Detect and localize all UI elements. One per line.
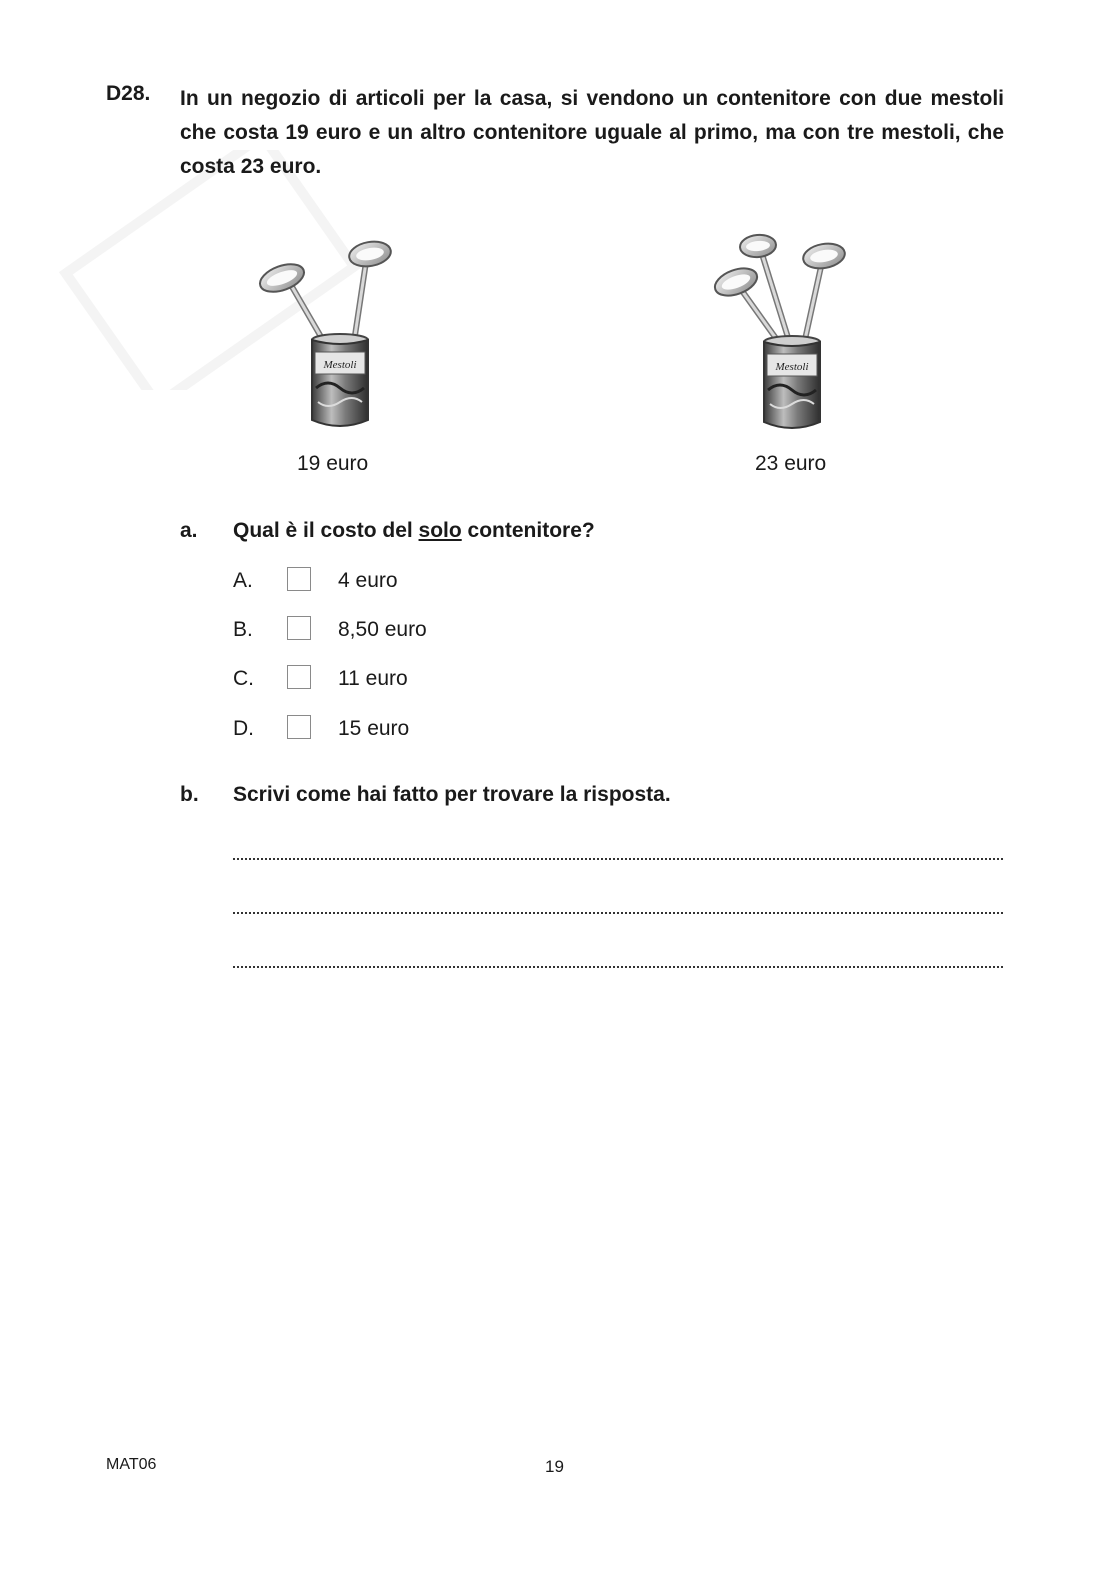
container-three-ladles-image — [700, 226, 880, 440]
option-a-checkbox[interactable] — [287, 567, 311, 591]
footer-code: MAT06 — [106, 1456, 157, 1473]
container-two-ladles-image — [246, 230, 426, 440]
option-letter: D. — [233, 717, 254, 740]
part-a-text-underlined: solo — [418, 519, 462, 542]
answer-line-2[interactable] — [233, 910, 1003, 914]
question-text: In un negozio di articoli per la casa, si vendono un contenitore con due mestoli che costa 19 euro e un altro contenitore uguale al primo, ma con tre mestoli, che costa 23 euro. — [180, 87, 1004, 178]
part-a-text-after: contenitore? — [461, 519, 595, 542]
part-a-letter: a. — [180, 519, 198, 542]
option-b — [233, 618, 633, 648]
part-a-text-before: Qual è il costo del — [233, 519, 419, 542]
option-d — [233, 717, 633, 747]
answer-line-3[interactable] — [233, 964, 1003, 968]
option-text: 11 euro — [338, 667, 408, 690]
option-c-checkbox[interactable] — [287, 665, 311, 689]
option-letter: C. — [233, 667, 254, 690]
option-letter: B. — [233, 618, 253, 641]
page-number: 19 — [545, 1457, 564, 1476]
part-b-question: Scrivi come hai fatto per trovare la risposta. — [233, 783, 671, 806]
option-a — [233, 569, 633, 599]
option-d-checkbox[interactable] — [287, 715, 311, 739]
right-price-label: 23 euro — [755, 452, 827, 475]
option-b-checkbox[interactable] — [287, 616, 311, 640]
option-text: 4 euro — [338, 569, 398, 592]
svg-text:Mestoli: Mestoli — [775, 361, 809, 373]
question-number: D28. — [106, 82, 151, 105]
answer-line-1[interactable] — [233, 856, 1003, 860]
option-text: 8,50 euro — [338, 618, 427, 641]
part-b-letter: b. — [180, 783, 199, 806]
part-a-question — [233, 519, 595, 543]
left-price-label: 19 euro — [297, 452, 369, 475]
option-c — [233, 667, 633, 697]
svg-text:Mestoli: Mestoli — [323, 359, 357, 371]
option-letter: A. — [233, 569, 253, 592]
option-text: 15 euro — [338, 717, 410, 740]
